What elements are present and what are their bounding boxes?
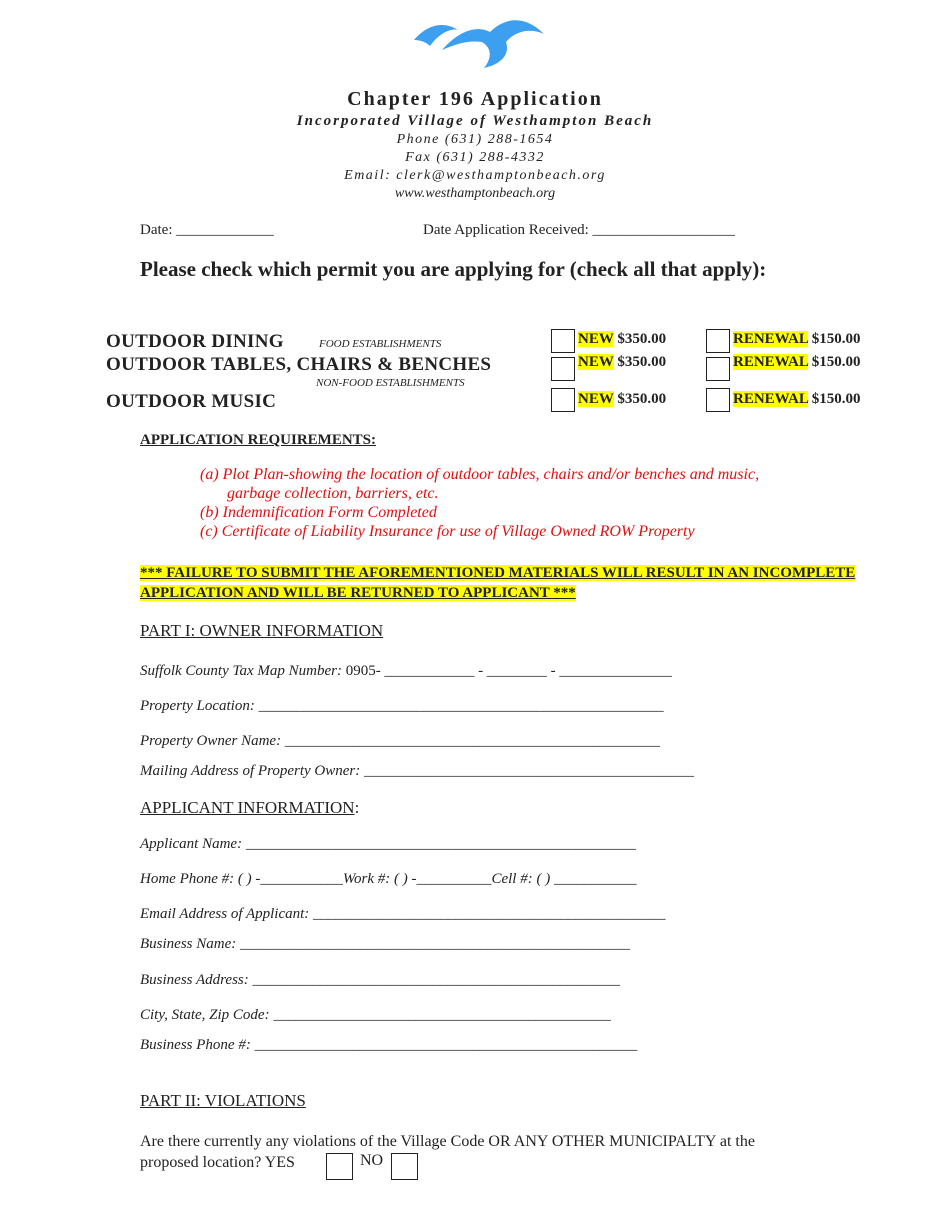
checkbox-dining-renewal[interactable] [706, 329, 730, 353]
applicant-title-colon: : [354, 798, 360, 817]
checkbox-tables-new[interactable] [551, 357, 575, 381]
website: www.westhamptonbeach.org [394, 186, 556, 201]
option-dining-renewal [733, 331, 861, 348]
failure-warning-text: *** FAILURE TO SUBMIT THE AFOREMENTIONED MATERIALS WILL RESULT IN AN INCOMPLETE APPLICATION AND WILL BE RETURNED TO APPLICANT *** [140, 565, 856, 601]
option-tables-renewal [733, 354, 861, 371]
phone-number: Phone (631) 288-1654 [396, 132, 554, 147]
new-label: NEW [578, 391, 614, 407]
violations-question-line2 [140, 1152, 860, 1173]
checkbox-dining-new[interactable] [551, 329, 575, 353]
applicant-section [140, 798, 359, 818]
part2-title: PART II: VIOLATIONS [140, 1091, 306, 1110]
renewal-label: RENEWAL [733, 331, 809, 347]
violations-question-line1: Are there currently any violations of the Village Code OR ANY OTHER MUNICIPALTY at the [140, 1133, 755, 1150]
requirements-title: APPLICATION REQUIREMENTS: [140, 432, 376, 448]
checkbox-violations-no[interactable] [391, 1153, 418, 1180]
requirement-b: (b) Indemnification Form Completed [200, 504, 437, 521]
permit-note-food: FOOD ESTABLISHMENTS [319, 338, 442, 350]
option-music-renewal [733, 391, 861, 408]
part1-title: PART I: OWNER INFORMATION [140, 621, 384, 640]
renewal-price: $150.00 [811, 331, 861, 347]
fax-number: Fax (631) 288-4332 [405, 150, 545, 165]
permit-note-non-food: NON-FOOD ESTABLISHMENTS [316, 377, 465, 389]
permit-label-outdoor-dining: OUTDOOR DINING [106, 331, 284, 352]
yes-label: YES [264, 1154, 295, 1171]
requirement-c: (c) Certificate of Liability Insurance for use of Village Owned ROW Property [200, 523, 695, 540]
option-music-new [578, 391, 666, 408]
business-phone-field[interactable]: Business Phone #: ___________________________________________________ [140, 1037, 638, 1053]
date-field[interactable]: Date: _____________ [140, 222, 274, 238]
applicant-name-field[interactable]: Applicant Name: ____________________________________________________ [140, 836, 636, 852]
failure-warning [140, 563, 860, 603]
new-price: $350.00 [617, 354, 667, 370]
new-label: NEW [578, 331, 614, 347]
no-label: NO [360, 1152, 384, 1169]
option-dining-new [578, 331, 666, 348]
renewal-price: $150.00 [811, 354, 861, 370]
owner-name-field[interactable]: Property Owner Name: __________________________________________________ [140, 733, 660, 749]
business-name-field[interactable]: Business Name: ____________________________________________________ [140, 936, 630, 952]
checkbox-music-new[interactable] [551, 388, 575, 412]
new-price: $350.00 [617, 391, 667, 407]
phone-numbers-field[interactable]: Home Phone #: ( ) -___________Work #: ( ) -__________Cell #: ( ) ___________ [140, 871, 637, 887]
checkbox-tables-renewal[interactable] [706, 357, 730, 381]
tax-map-label: Suffolk County Tax Map Number: [140, 663, 346, 679]
violations-question [140, 1131, 860, 1173]
seagull-logo [412, 12, 546, 70]
renewal-label: RENEWAL [733, 354, 809, 370]
date-received-field[interactable]: Date Application Received: ___________________ [423, 222, 736, 238]
permit-instruction: Please check which permit you are applying for (check all that apply): [140, 257, 767, 281]
violations-question-text: proposed location? [140, 1154, 262, 1171]
new-price: $350.00 [617, 331, 667, 347]
form-title: Chapter 196 Application [347, 88, 603, 110]
city-state-zip-field[interactable]: City, State, Zip Code: _____________________________________________ [140, 1007, 611, 1023]
applicant-title: APPLICANT INFORMATION [140, 798, 355, 817]
village-name: Incorporated Village of Westhampton Beach [296, 113, 654, 129]
new-label: NEW [578, 354, 614, 370]
option-tables-new [578, 354, 666, 371]
tax-map-value: 0905- ____________ - ________ - _______________ [345, 663, 672, 679]
checkbox-music-renewal[interactable] [706, 388, 730, 412]
checkbox-violations-yes[interactable] [326, 1153, 353, 1180]
requirement-a-continued: garbage collection, barriers, etc. [227, 485, 439, 502]
applicant-email-field[interactable]: Email Address of Applicant: _______________________________________________ [140, 906, 666, 922]
requirement-a: (a) Plot Plan-showing the location of outdoor tables, chairs and/or benches and music, [200, 466, 760, 483]
permit-label-outdoor-music: OUTDOOR MUSIC [106, 391, 277, 412]
property-location-field[interactable]: Property Location: ______________________________________________________ [140, 698, 664, 714]
mailing-address-field[interactable]: Mailing Address of Property Owner: ____________________________________________ [140, 763, 695, 779]
renewal-label: RENEWAL [733, 391, 809, 407]
business-address-field[interactable]: Business Address: _________________________________________________ [140, 972, 620, 988]
permit-label-tables-chairs: OUTDOOR TABLES, CHAIRS & BENCHES [106, 354, 492, 375]
renewal-price: $150.00 [811, 391, 861, 407]
email-address: Email: clerk@westhamptonbeach.org [344, 168, 606, 183]
tax-map-field[interactable] [140, 663, 672, 680]
